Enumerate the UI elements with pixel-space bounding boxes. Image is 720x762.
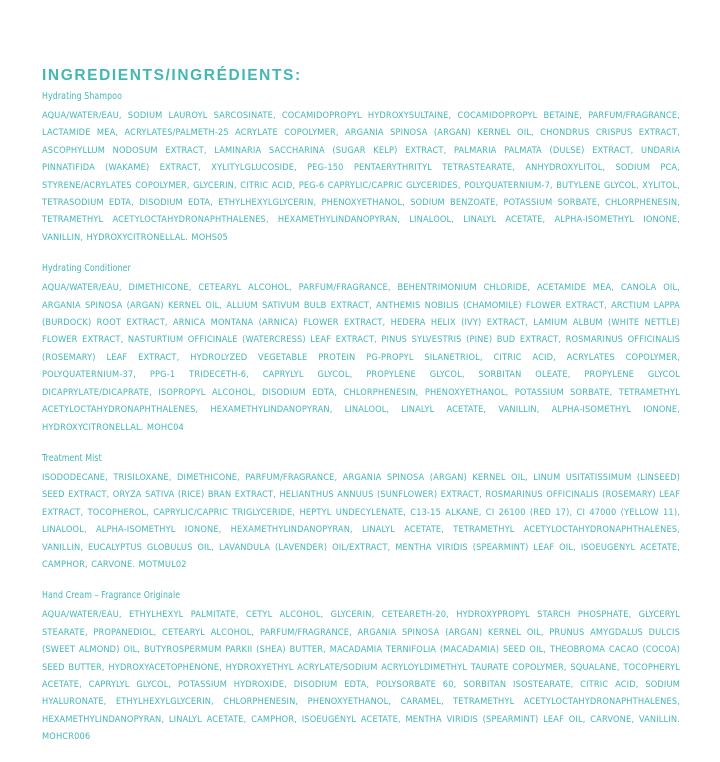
section-treatment-mist	[42, 452, 680, 573]
ingredients-heading: INGREDIENTS/INGRÉDIENTS:	[42, 67, 302, 84]
section-title: Treatment Mist	[42, 452, 102, 464]
section-title: Hand Cream – Fragrance Originale	[42, 590, 181, 602]
ingredients-list: AQUA/WATER/EAU, SODIUM LAUROYL SARCOSINATE, COCAMIDOPROPYL HYDROXYSULTAINE, COCAMIDOPROPYL BETAINE, PARFUM/FRAGRANCE, LACTAMIDE MEA, ACRYLATES/PALMETH-25 ACRYLATE COPOLYMER, ARGANIA SPINOSA (ARGAN) KERNEL OIL, CHONDRUS CRISPUS EXTRACT, ASCOPHYLLUM NODOSUM EXTRACT, LAMINARIA SACCHARINA (SUGAR KELP) EXTRACT, PALMARIA PALMATA (DULSE) EXTRACT, UNDARIA PINNATIFIDA (WAKAME) EXTRACT, XYLITYLGLUCOSIDE, PEG-150 PENTAERYTHRITYL TETRASTEARATE, ANHYDROXYLITOL, SODIUM PCA, STYRENE/ACRYLATES COPOLYMER, GLYCERIN, CITRIC ACID, PEG-6 CAPRYLIC/CAPRIC GLYCERIDES, POLYQUATERNIUM-7, BUTYLENE GLYCOL, XYLITOL, TETRASODIUM EDTA, DISODIUM EDTA, ETHYLHEXYLGLYCERIN, PHENOXYETHANOL, SODIUM BENZOATE, POTASSIUM SORBATE, CHLORPHENESIN, TETRAMETHYL ACETYLOCTAHYDRONAPHTHALENES, HEXAMETHYLINDANOPYRAN, LINALOOL, LINALYL ACETATE, ALPHA-ISOMETHYL IONONE, VANILLIN, HYDROXYCITRONELLAL. MOHS05	[42, 110, 680, 243]
section-hydrating-shampoo	[42, 90, 680, 246]
section-hand-cream	[42, 589, 680, 745]
section-title: Hydrating Conditioner	[42, 263, 131, 275]
ingredients-document	[42, 66, 680, 762]
ingredients-list: AQUA/WATER/EAU, ETHYLHEXYL PALMITATE, CETYL ALCOHOL, GLYCERIN, CETEARETH-20, HYDROXYPROPYL STARCH PHOSPHATE, GLYCERYL STEARATE, PROPANEDIOL, CETEARYL ALCOHOL, PARFUM/FRAGRANCE, ARGANIA SPINOSA (ARGAN) KERNEL OIL, PRUNUS AMYGDALUS DULCIS (SWEET ALMOND) OIL, BUTYROSPERMUM PARKII (SHEA) BUTTER, MACADAMIA TERNIFOLIA (MACADAMIA) SEED OIL, THEOBROMA CACAO (COCOA) SEED BUTTER, HYDROXYACETOPHENONE, HYDROXYETHYL ACRYLATE/SODIUM ACRYLOYLDIMETHYL TAURATE COPOLYMER, SQUALANE, TOCOPHERYL ACETATE, CAPRYLYL GLYCOL, POTASSIUM HYDROXIDE, DISODIUM EDTA, POLYSORBATE 60, SORBITAN ISOSTEARATE, CITRIC ACID, SODIUM HYALURONATE, ETHYLHEXYLGLYCERIN, CHLORPHENESIN, PHENOXYETHANOL, CARAMEL, TETRAMETHYL ACETYLOCTAHYDRONAPHTHALENES, HEXAMETHYLINDANOPYRAN, LINALYL ACETATE, CAMPHOR, ISOEUGENYL ACETATE, MENTHA VIRIDIS (SPEARMINT) LEAF OIL, CARVONE, VANILLIN. MOHCR006	[42, 609, 680, 743]
ingredients-list: AQUA/WATER/EAU, DIMETHICONE, CETEARYL ALCOHOL, PARFUM/FRAGRANCE, BEHENTRIMONIUM CHLORIDE, ACETAMIDE MEA, CANOLA OIL, ARGANIA SPINOSA (ARGAN) KERNEL OIL, ALLIUM SATIVUM BULB EXTRACT, ANTHEMIS NOBILIS (CHAMOMILE) FLOWER EXTRACT, ARCTIUM LAPPA (BURDOCK) ROOT EXTRACT, ARNICA MONTANA (ARNICA) FLOWER EXTRACT, HEDERA HELIX (IVY) EXTRACT, LAMIUM ALBUM (WHITE NETTLE) FLOWER EXTRACT, NASTURTIUM OFFICINALE (WATERCRESS) LEAF EXTRACT, PINUS SYLVESTRIS (PINE) BUD EXTRACT, ROSMARINUS OFFICINALIS (ROSEMARY) LEAF EXTRACT, HYDROLYZED VEGETABLE PROTEIN PG-PROPYL SILANETRIOL, CITRIC ACID, ACRYLATES COPOLYMER, POLYQUATERNIUM-37, PPG-1 TRIDECETH-6, CAPRYLYL GLYCOL, PROPYLENE GLYCOL, SORBITAN OLEATE, PROPYLENE GLYCOL DICAPRYLATE/DICAPRATE, ISOPROPYL ALCOHOL, DISODIUM EDTA, CHLORPHENESIN, PHENOXYETHANOL, POTASSIUM SORBATE, TETRAMETHYL ACETYLOCTAHYDRONAPHTHALENES, HEXAMETHYLINDANOPYRAN, LINALOOL, LINALYL ACETATE, VANILLIN, ALPHA-ISOMETHYL IONONE, HYDROXYCITRONELLAL. MOHC04	[42, 282, 680, 433]
section-title: Hydrating Shampoo	[42, 91, 122, 102]
ingredients-list: ISODODECANE, TRISILOXANE, DIMETHICONE, PARFUM/FRAGRANCE, ARGANIA SPINOSA (ARGAN) KERNEL OIL, LINUM USITATISSIMUM (LINSEED) SEED EXTRACT, ORYZA SATIVA (RICE) BRAN EXTRACT, HELIANTHUS ANNUUS (SUNFLOWER) EXTRACT, ROSMARINUS OFFICINALIS (ROSEMARY) LEAF EXTRACT, TOCOPHEROL, CAPRYLIC/CAPRIC TRIGLYCERIDE, HEPTYL UNDECYLENATE, C13-15 ALKANE, CI 26100 (RED 17), CI 47000 (YELLOW 11), LINALOOL, ALPHA-ISOMETHYL IONONE, HEXAMETHYLINDANOPYRAN, LINALYL ACETATE, TETRAMETHYL ACETYLOCTAHYDRONAPHTHALENES, VANILLIN, EUCALYPTUS GLOBULUS OIL, LAVANDULA (LAVENDER) OIL/EXTRACT, MENTHA VIRIDIS (SPEARMINT) LEAF OIL, ISOEUGENYL ACETATE, CAMPHOR, CARVONE. MOTMUL02	[42, 471, 680, 570]
section-hydrating-conditioner	[42, 262, 680, 436]
